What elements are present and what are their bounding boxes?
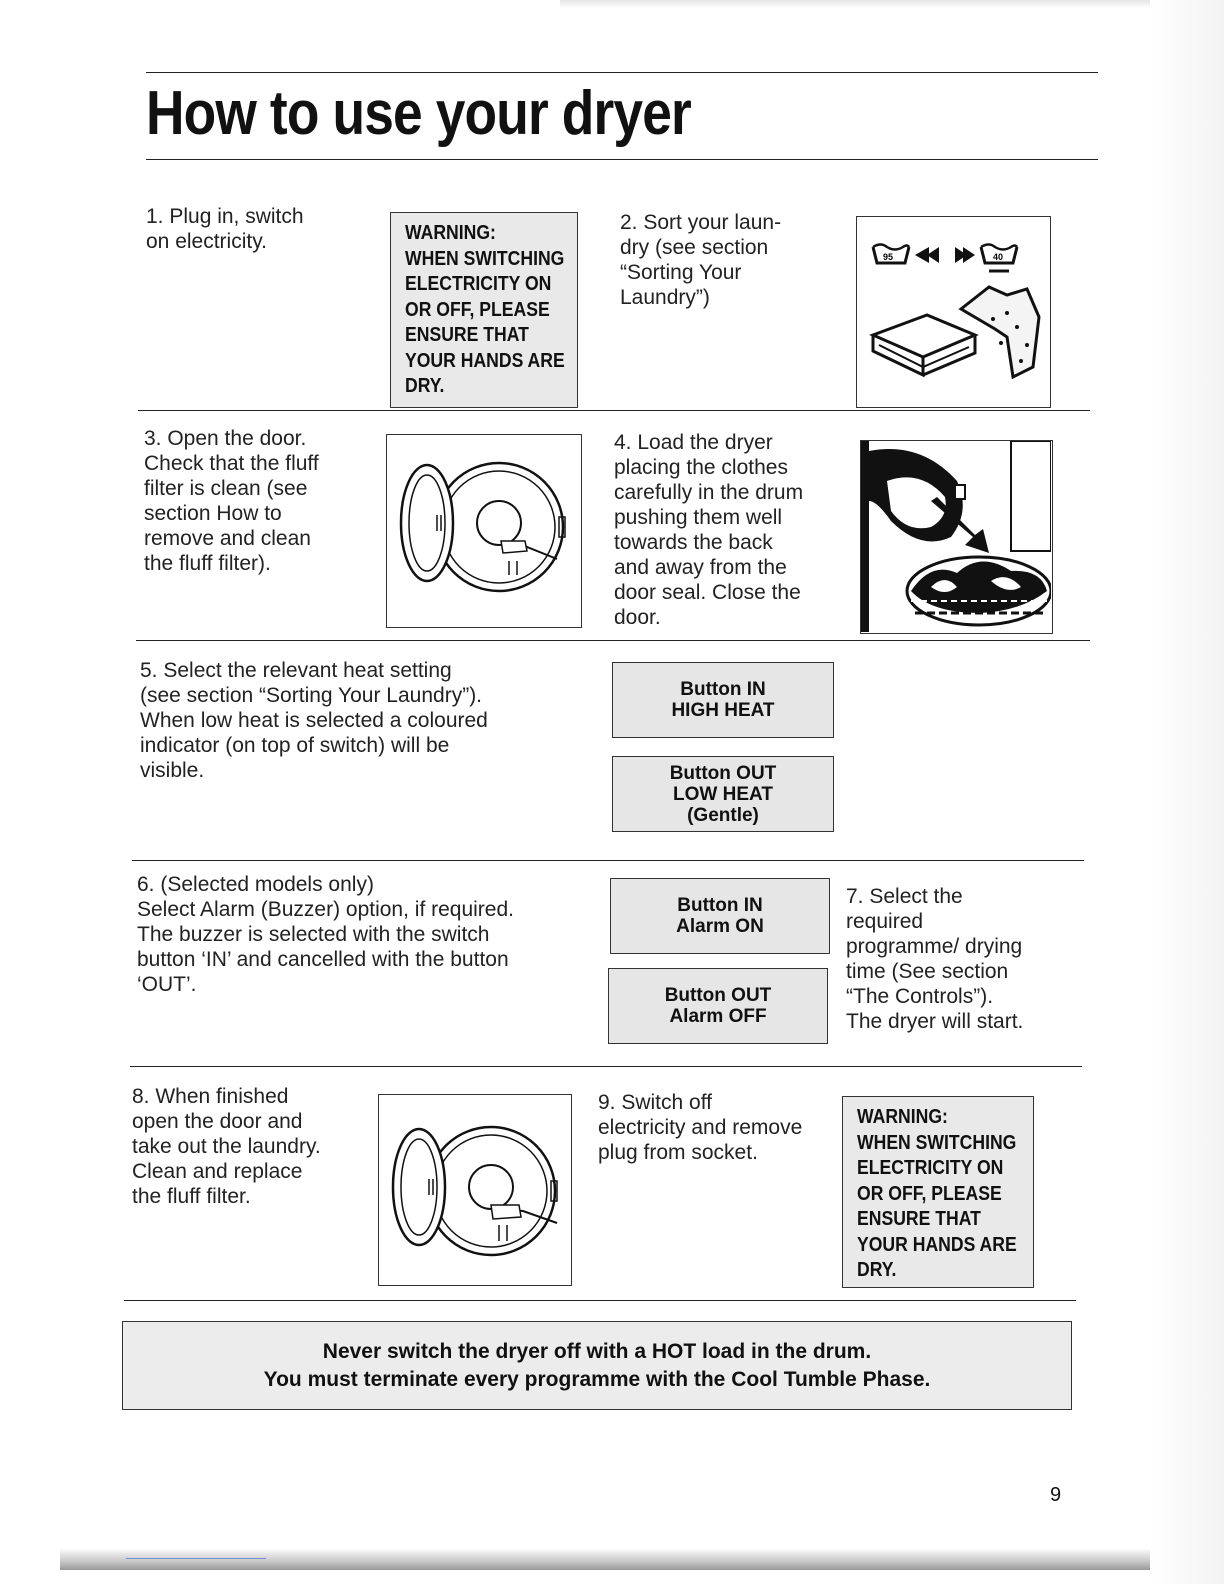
step-3-line: Check that the fluff (144, 452, 319, 475)
section-rule (136, 640, 1090, 641)
scan-artifact-line (126, 1558, 266, 1559)
step-4-line: and away from the (614, 556, 787, 579)
button-label-line: (Gentle) (687, 804, 759, 826)
step-7-line: “The Controls”). (846, 985, 994, 1008)
step-1-text (146, 204, 304, 254)
step-3-text (144, 426, 319, 576)
warning-line: WARNING: (857, 1106, 948, 1128)
step-2-line: 2. Sort your laun- (620, 211, 782, 234)
warning-line: OR OFF, PLEASE (857, 1182, 1002, 1205)
button-label-line: HIGH HEAT (671, 700, 775, 721)
warning-line: DRY. (857, 1259, 897, 1281)
warning-line: ENSURE THAT (405, 324, 529, 346)
step-5-line: visible. (140, 759, 205, 782)
step-2-line: Laundry”) (620, 286, 710, 309)
warning-line: DRY. (405, 375, 445, 397)
warning-line: ENSURE THAT (857, 1208, 981, 1230)
step-8-line: open the door and (132, 1110, 303, 1133)
warning-box-bottom (842, 1096, 1034, 1288)
step-3-line: 3. Open the door. (144, 427, 307, 450)
button-label-line: Alarm OFF (669, 1006, 767, 1027)
step-7-line: 7. Select the (846, 885, 963, 908)
remove-laundry-illustration (378, 1094, 572, 1286)
step-3-line: filter is clean (see (144, 477, 308, 500)
step-7-line: required (846, 910, 924, 933)
scan-shadow-right (1150, 0, 1224, 1584)
step-4-line: door seal. Close the (614, 581, 801, 604)
laundry-sorting-illustration (856, 216, 1051, 408)
low-heat-button-label (612, 756, 834, 832)
step-1-line: on electricity. (146, 230, 267, 253)
load-laundry-icon (861, 441, 1051, 632)
step-8-line: 8. When finished (132, 1085, 289, 1108)
step-6-text (137, 872, 514, 997)
step-5-line: (see section “Sorting Your Laundry”). (140, 684, 483, 707)
high-heat-button-label (612, 662, 834, 738)
warning-line: ELECTRICITY ON (405, 273, 552, 295)
section-rule (124, 1300, 1076, 1301)
title-rule-top (146, 72, 1098, 73)
step-3-line: section How to (144, 502, 282, 525)
page-number: 9 (1050, 1484, 1062, 1506)
care-symbols-and-clothes-icon (857, 217, 1049, 406)
step-4-line: carefully in the drum (614, 481, 804, 504)
button-label-line: Alarm ON (676, 916, 764, 937)
step-4-line: 4. Load the dryer (614, 431, 773, 454)
wash-40-icon (981, 245, 1017, 272)
step-5-line: When low heat is selected a coloured (140, 709, 488, 732)
step-7-text (846, 884, 1023, 1034)
step-9-text (598, 1090, 802, 1165)
step-2-line: “Sorting Your (620, 261, 742, 284)
button-label-line: LOW HEAT (673, 783, 773, 805)
load-dryer-illustration (860, 440, 1053, 634)
warning-line: ELECTRICITY ON (857, 1157, 1004, 1179)
page-title: How to use your dryer (146, 79, 691, 148)
step-7-line: programme/ drying (846, 935, 1023, 958)
warning-line: WHEN SWITCHING (857, 1131, 1017, 1154)
notice-line: Never switch the dryer off with a HOT load in the drum. (322, 1339, 872, 1363)
section-rule (130, 1066, 1082, 1067)
step-5-text (140, 658, 488, 783)
warning-line: WHEN SWITCHING (405, 247, 565, 270)
step-3-line: remove and clean (144, 527, 311, 550)
step-5-line: 5. Select the relevant heat setting (140, 659, 452, 682)
step-8-line: the fluff filter. (132, 1185, 251, 1208)
step-7-line: time (See section (846, 960, 1009, 983)
step-6-line: The buzzer is selected with the switch (137, 923, 490, 946)
title-rule-bottom (146, 159, 1098, 160)
step-8-line: Clean and replace (132, 1160, 303, 1183)
cool-tumble-notice (122, 1321, 1072, 1410)
step-7-line: The dryer will start. (846, 1010, 1024, 1033)
warning-box-top (390, 212, 578, 408)
step-9-line: 9. Switch off (598, 1091, 713, 1114)
step-4-text (614, 430, 803, 630)
step-2-line: dry (see section (620, 236, 769, 259)
step-6-line: button ‘IN’ and cancelled with the button (137, 948, 509, 971)
dryer-door-open-icon (387, 435, 580, 626)
dryer-door-open-icon (379, 1095, 570, 1284)
step-3-line: the fluff filter). (144, 552, 271, 575)
step-2-text (620, 210, 781, 310)
step-9-line: electricity and remove (598, 1116, 803, 1139)
step-9-line: plug from socket. (598, 1141, 758, 1164)
scan-shadow-top (560, 0, 1160, 8)
warning-line: YOUR HANDS ARE (857, 1233, 1017, 1256)
step-5-line: indicator (on top of switch) will be (140, 734, 450, 757)
scan-shadow-bottom (60, 1548, 1150, 1570)
open-door-illustration (386, 434, 582, 628)
warning-line: YOUR HANDS ARE (405, 349, 565, 372)
section-rule (132, 860, 1084, 861)
wash-40-label: 40 (993, 252, 1004, 262)
button-label-line: Button OUT (664, 985, 772, 1006)
warning-line: OR OFF, PLEASE (405, 298, 550, 321)
step-4-line: door. (614, 606, 661, 629)
step-6-line: Select Alarm (Buzzer) option, if required. (137, 898, 514, 921)
step-6-line: ‘OUT’. (137, 973, 197, 996)
button-label-line: Button IN (677, 895, 763, 916)
wash-95-icon (873, 245, 909, 264)
button-label-line: Button OUT (669, 762, 777, 784)
step-4-line: placing the clothes (614, 456, 788, 479)
step-8-line: take out the laundry. (132, 1135, 321, 1158)
step-8-text (132, 1084, 321, 1209)
step-1-line: 1. Plug in, switch (146, 205, 304, 228)
step-6-line: 6. (Selected models only) (137, 873, 374, 896)
step-4-line: pushing them well (614, 506, 783, 529)
alarm-on-button-label (610, 878, 830, 954)
warning-line: WARNING: (405, 222, 496, 244)
wash-95-label: 95 (883, 252, 894, 262)
section-rule (138, 410, 1090, 411)
button-label-line: Button IN (680, 679, 766, 700)
step-4-line: towards the back (614, 531, 773, 554)
alarm-off-button-label (608, 968, 828, 1044)
notice-line: You must terminate every programme with the Cool Tumble Phase. (263, 1367, 931, 1391)
